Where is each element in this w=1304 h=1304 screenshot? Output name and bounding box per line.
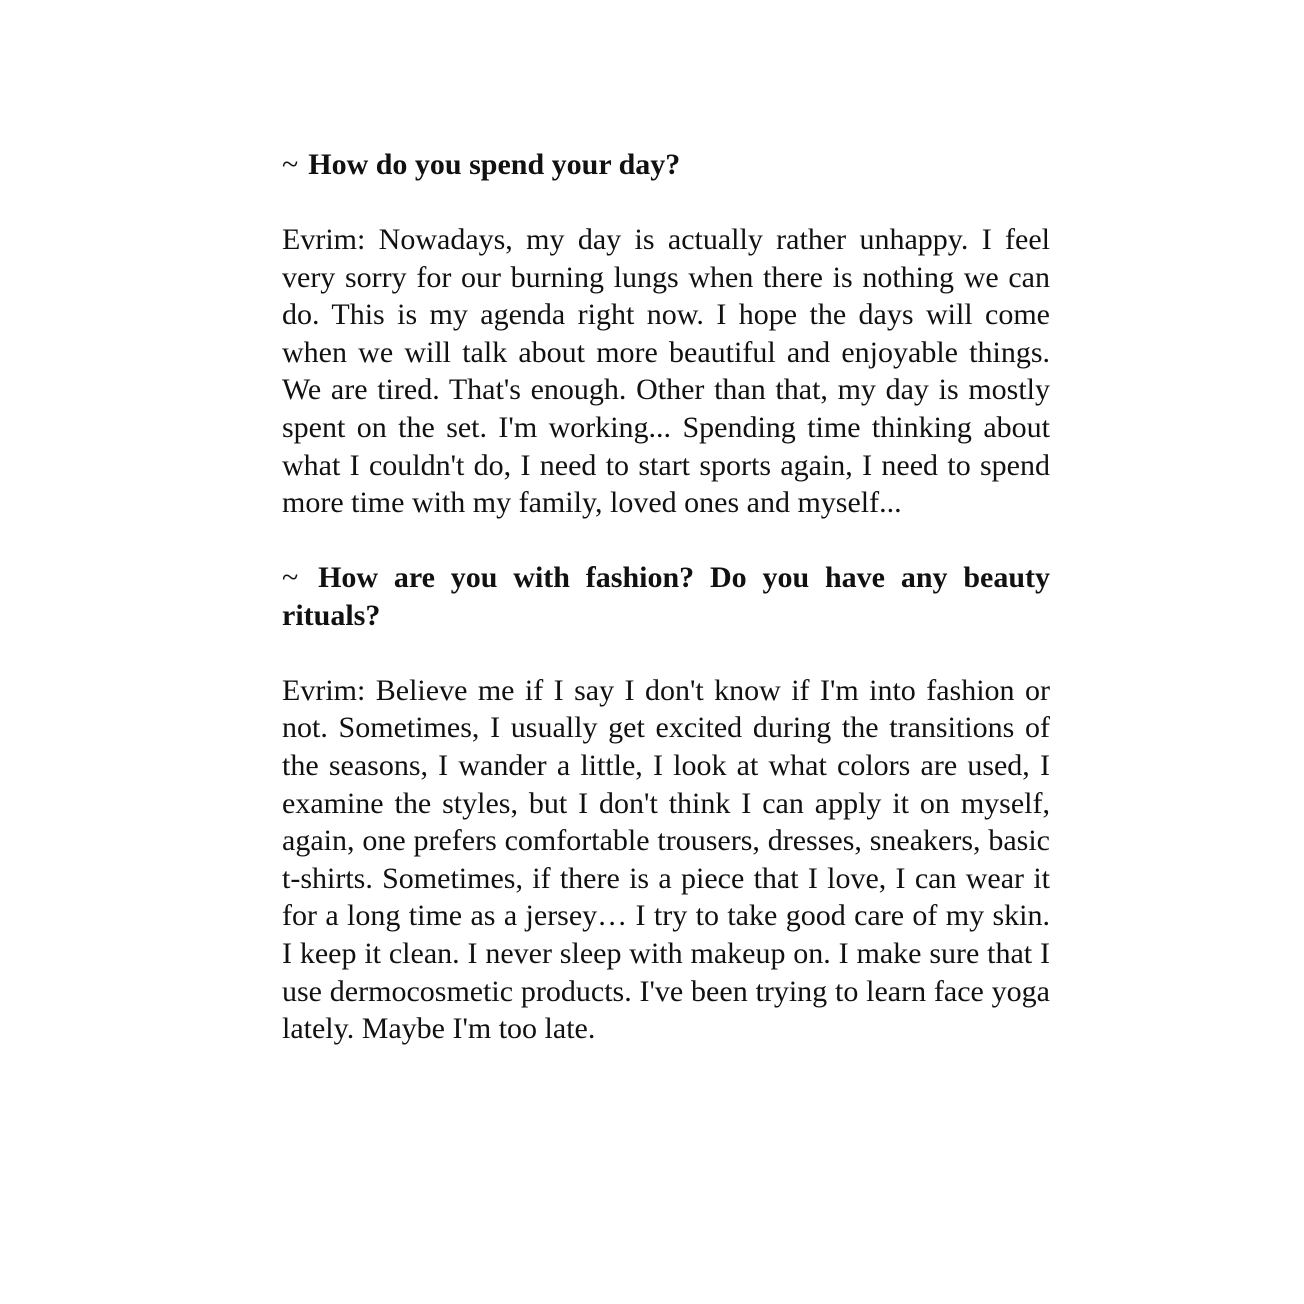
question-heading xyxy=(282,146,1050,184)
question-text: How are you with fashion? Do you have any beauty rituals? xyxy=(282,560,1050,632)
interview-page xyxy=(282,146,1050,1048)
question-marker: ~ xyxy=(282,560,299,594)
question-heading xyxy=(282,559,1050,635)
answer-paragraph: Evrim: Believe me if I say I don't know if I'm into fashion or not. Sometimes, I usually get excited during the transitions of the seasons, I wander a little, I look at what colors are used, I examine the styles, but I don't think I can apply it on myself, again, one prefers comfortable trousers, dresses, sneakers, basic t-shirts. Sometimes, if there is a piece that I love, I can wear it for a long time as a jersey… I try to take good care of my skin. I keep it clean. I never sleep with makeup on. I make sure that I use dermocosmetic products. I've been trying to learn face yoga lately. Maybe I'm too late. xyxy=(282,673,1050,1046)
answer-paragraph: Evrim: Nowadays, my day is actually rather unhappy. I feel very sorry for our burning lungs when there is nothing we can do. This is my agenda right now. I hope the days will come when we will talk about more beautiful and enjoyable things. We are tired. That's enough. Other than that, my day is mostly spent on the set. I'm working... Spending time thinking about what I couldn't do, I need to start sports again, I need to spend more time with my family, loved ones and myself... xyxy=(282,223,1050,520)
question-marker: ~ xyxy=(282,148,299,181)
question-text: How do you spend your day? xyxy=(308,148,681,181)
